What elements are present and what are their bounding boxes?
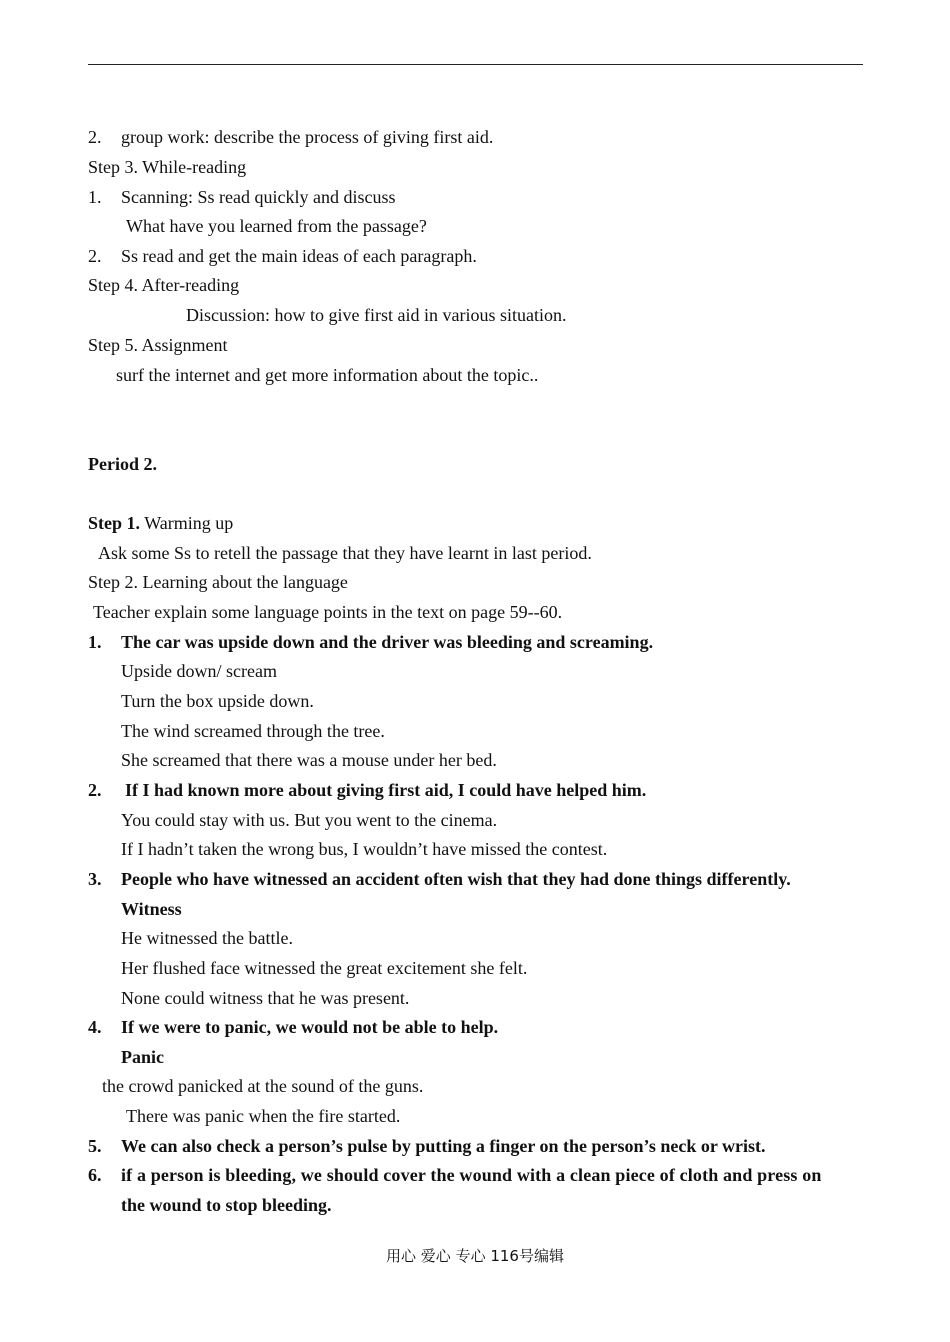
step-3-heading: Step 3. While-reading [88, 157, 247, 177]
step-3-item-2-text: Ss read and get the main ideas of each paragraph. [121, 246, 477, 266]
point-6-sentence-cont: the wound to stop bleeding. [121, 1195, 332, 1215]
step-4-heading: Step 4. After-reading [88, 275, 240, 295]
item-2-text: group work: describe the process of giving first aid. [121, 127, 494, 147]
point-2-line-2: If I hadn’t taken the wrong bus, I wouldn’t have missed the contest. [121, 839, 608, 859]
point-3-sentence: People who have witnessed an accident often wish that they had done things differently. [121, 869, 791, 889]
p2-step-1-text: Warming up [144, 513, 234, 533]
p2-step-2-desc: Teacher explain some language points in the text on page 59--60. [93, 602, 563, 622]
point-1-line-1: Upside down/ scream [121, 661, 277, 681]
step-5-text: surf the internet and get more information about the topic.. [116, 365, 539, 385]
point-1-sentence: The car was upside down and the driver was bleeding and screaming. [121, 632, 654, 652]
point-2-number: 2. [88, 780, 102, 800]
point-2-sentence: If I had known more about giving first aid, I could have helped him. [125, 780, 647, 800]
point-3-line-3: None could witness that he was present. [121, 988, 410, 1008]
point-3-line-2: Her flushed face witnessed the great excitement she felt. [121, 958, 528, 978]
p2-step-2-heading: Step 2. Learning about the language [88, 572, 348, 592]
page-footer: 用心 爱心 专心 116号编辑 [386, 1247, 564, 1265]
step-3-item-1-number: 1. [88, 187, 102, 207]
point-4-sentence: If we were to panic, we would not be able to help. [121, 1017, 499, 1037]
point-4-keyword: Panic [121, 1047, 164, 1067]
step-4-discussion: Discussion: how to give first aid in various situation. [186, 305, 567, 325]
point-4-line-1: the crowd panicked at the sound of the guns. [102, 1076, 424, 1096]
point-1-number: 1. [88, 632, 102, 652]
item-2-number: 2. [88, 127, 102, 147]
point-6-sentence: if a person is bleeding, we should cover the wound with a clean piece of cloth and press on [121, 1165, 822, 1185]
p2-step-1-line [88, 512, 233, 534]
p2-step-1-desc: Ask some Ss to retell the passage that they have learnt in last period. [98, 543, 592, 563]
point-6-number: 6. [88, 1165, 102, 1185]
p2-step-1-label: Step 1. [88, 513, 141, 533]
header-rule [88, 64, 863, 65]
point-3-keyword: Witness [121, 899, 182, 919]
step-5-heading: Step 5. Assignment [88, 335, 228, 355]
point-4-line-2: There was panic when the fire started. [126, 1106, 401, 1126]
point-1-line-3: The wind screamed through the tree. [121, 721, 385, 741]
point-1-line-2: Turn the box upside down. [121, 691, 314, 711]
step-3-item-1-text: Scanning: Ss read quickly and discuss [121, 187, 396, 207]
step-3-question: What have you learned from the passage? [126, 216, 427, 236]
step-3-item-2-number: 2. [88, 246, 102, 266]
point-3-line-1: He witnessed the battle. [121, 928, 293, 948]
point-2-line-1: You could stay with us. But you went to the cinema. [121, 810, 498, 830]
point-5-sentence: We can also check a person’s pulse by putting a finger on the person’s neck or wrist. [121, 1136, 766, 1156]
point-3-number: 3. [88, 869, 102, 889]
point-4-number: 4. [88, 1017, 102, 1037]
period-2-title: Period 2. [88, 454, 157, 474]
point-1-line-4: She screamed that there was a mouse under her bed. [121, 750, 497, 770]
point-5-number: 5. [88, 1136, 102, 1156]
